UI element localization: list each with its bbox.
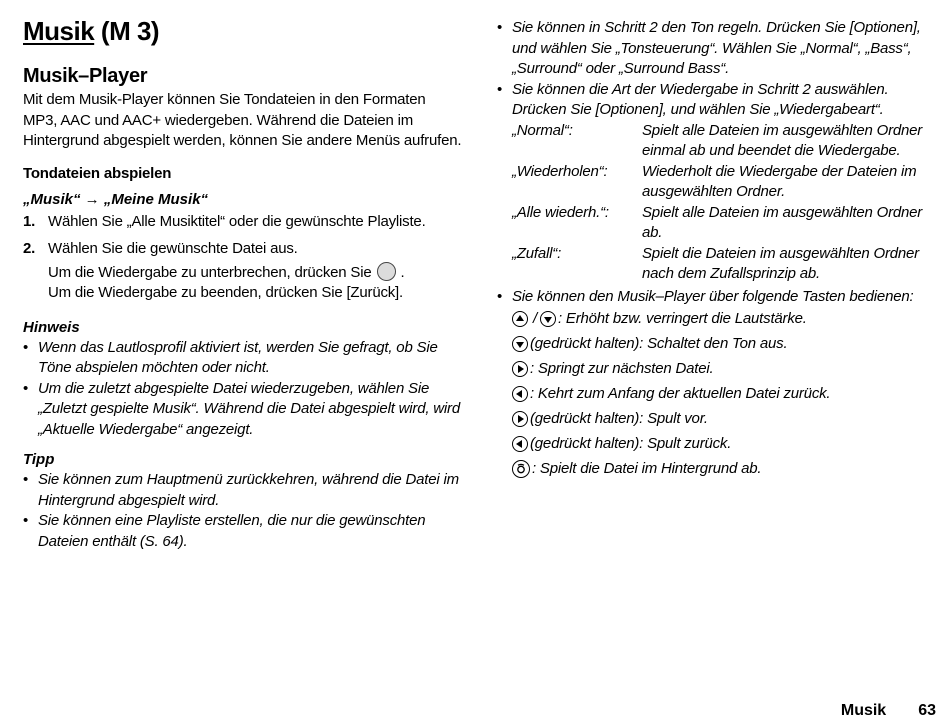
footer-section: Musik xyxy=(840,702,887,719)
sound-control-bullet: • Sie können in Schritt 2 den Ton regeln. Drücken Sie [Optionen], und wählen Sie „Tonsteuerung“. Wählen Sie „Normal“, „Bass“, „Surround“ oder „Surround Bass“. xyxy=(497,19,921,77)
playback-mode-table xyxy=(512,121,937,285)
key-right: : Springt zur nächsten Datei. xyxy=(512,359,937,379)
center-key-icon xyxy=(512,460,530,478)
intro-text: Mit dem Musik-Player können Sie Tondateien in den Formaten MP3, AAC und AAC+ wiedergeben. Während die Dateien im Hintergrund abgespielt werden, können Sie andere Menüs aufrufen. xyxy=(23,91,462,149)
up-key-icon xyxy=(512,311,528,327)
step-1: 1. Wählen Sie „Alle Musiktitel“ oder die gewünschte Playliste. xyxy=(23,212,426,230)
down-key-icon xyxy=(512,336,528,352)
tipp-title: Tipp xyxy=(23,451,55,468)
tipp-item: • Sie können eine Playliste erstellen, die nur die gewünschten Dateien enthält (S. 64). xyxy=(23,512,426,550)
mode-row: „Alle wiederh.“: Spielt alle Dateien im ausgewählten Ordner ab. xyxy=(512,203,923,241)
down-key-icon xyxy=(540,311,556,327)
hinweis-title: Hinweis xyxy=(23,318,80,336)
step-2: 2. Wählen Sie die gewünschte Datei aus. xyxy=(23,240,298,257)
left-key-icon xyxy=(512,386,528,402)
hinweis-item: • Wenn das Lautlosprofil aktiviert ist, werden Sie gefragt, ob Sie Töne abspielen möchten oder nicht. xyxy=(23,338,438,376)
right-key-icon xyxy=(512,411,528,427)
section-title: Musik–Player xyxy=(23,65,148,87)
step-2-detail: Um die Wiedergabe zu unterbrechen, drücken Sie . Um die Wiedergabe zu beenden, drücken Sie [Zurück]. xyxy=(48,263,405,301)
left-key-icon xyxy=(512,436,528,452)
tipp-item: • Sie können zum Hauptmenü zurückkehren, während die Datei im Hintergrund abgespielt wird. xyxy=(23,471,459,509)
menu-path: „Musik“ → „Meine Musik“ xyxy=(23,190,209,208)
mode-row: „Wiederholen“: Wiederholt die Wiedergabe der Dateien im ausgewählten Ordner. xyxy=(512,162,917,200)
right-key-icon xyxy=(512,361,528,377)
left-column xyxy=(23,14,463,552)
key-right-hold: (gedrückt halten): Spult vor. xyxy=(512,409,937,429)
center-key-icon xyxy=(377,262,396,281)
key-down-hold: (gedrückt halten): Schaltet den Ton aus. xyxy=(512,334,937,354)
subsection-title: Tondateien abspielen xyxy=(23,164,172,182)
keys-bullet: • Sie können den Musik–Player über folgende Tasten bedienen: xyxy=(497,287,914,305)
right-column xyxy=(497,18,937,484)
page-number: 63 xyxy=(918,702,936,719)
mode-row: „Normal“: Spielt alle Dateien im ausgewählten Ordner einmal ab und beendet die Wiedergabe. xyxy=(512,121,923,159)
playback-mode-bullet: • Sie können die Art der Wiedergabe in Schritt 2 auswählen. Drücken Sie [Optionen], und wählen Sie „Wiedergabeart“. xyxy=(497,80,889,118)
page-title: Musik (M 3) xyxy=(23,16,160,46)
key-updown: / : Erhöht bzw. verringert die Lautstärke. xyxy=(512,309,937,329)
hinweis-item: • Um die zuletzt abgespielte Datei wiederzugeben, wählen Sie „Zuletzt gespielte Musik“. Während die Datei abgespielt wird, wird „Aktuelle Wiedergabe“ angezeigt. xyxy=(23,379,460,438)
key-left-hold: (gedrückt halten): Spult zurück. xyxy=(512,434,937,454)
key-center: : Spielt die Datei im Hintergrund ab. xyxy=(512,459,937,479)
page-footer xyxy=(841,702,936,720)
key-left: : Kehrt zum Anfang der aktuellen Datei zurück. xyxy=(512,384,937,404)
mode-row: „Zufall“: Spielt die Dateien im ausgewählten Ordner nach dem Zufallsprinzip ab. xyxy=(512,244,919,282)
